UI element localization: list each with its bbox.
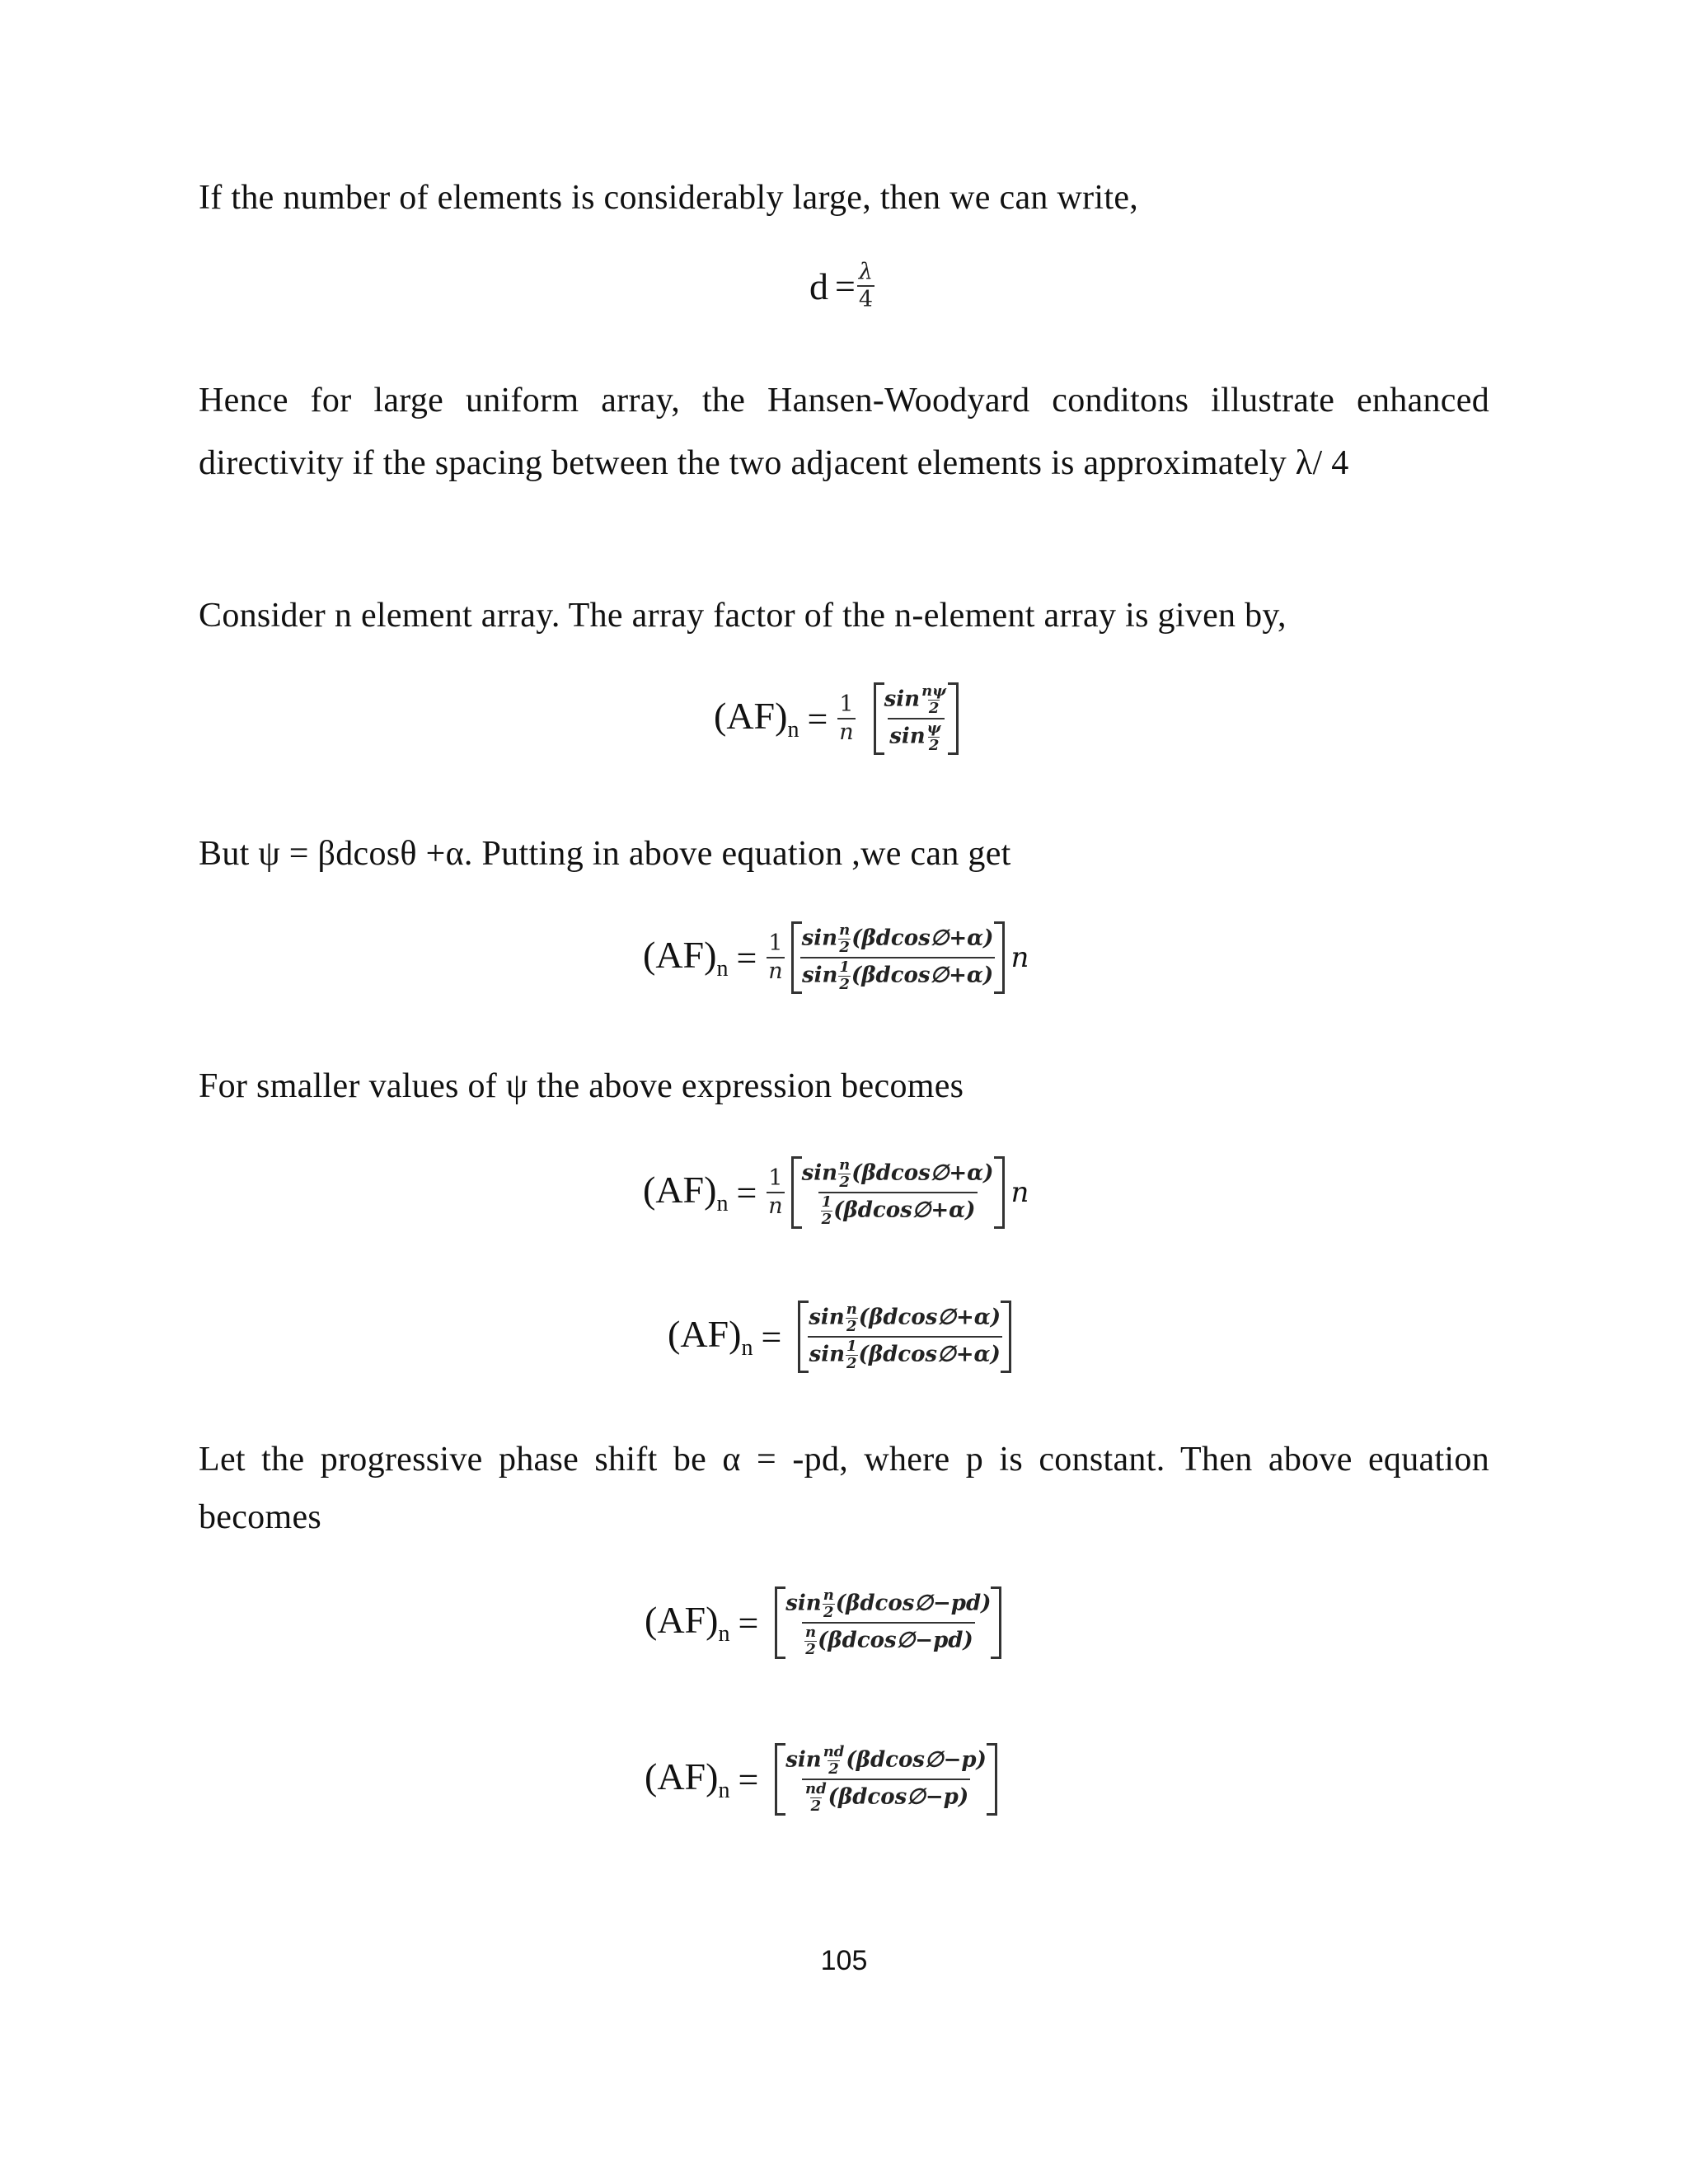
- equation-af-psi: [714, 682, 959, 755]
- af-label: $(AF)_n$: [645, 1599, 730, 1647]
- af-label: $(AF)_n$: [643, 1169, 729, 1216]
- af-label: $(AF)_n$: [714, 695, 799, 743]
- bracket-group: [775, 1586, 1001, 1659]
- paragraph-1: If the number of elements is considerably large, then we can write,: [199, 179, 1139, 217]
- eq1-numerator: λ: [858, 259, 873, 284]
- bracket-group: [791, 921, 1005, 994]
- equation-d-spacing: [809, 260, 874, 312]
- sin-ratio: sin $\frac{n}{2}$ (βdcos∅+α) sin $\frac{1}{2}$ (βdcos∅+α): [801, 921, 994, 993]
- equals-sign: =: [738, 1759, 759, 1800]
- equals-sign: =: [736, 1172, 757, 1213]
- equals-sign: =: [807, 698, 828, 739]
- trailing-n: n: [1010, 941, 1029, 974]
- equals-sign: =: [736, 937, 757, 978]
- sin-ratio: sin $\frac{n\psi}{2}$ sin $\frac{\psi}{2}$: [884, 682, 947, 754]
- eq1-denominator: 4: [858, 287, 874, 313]
- eq1-equals: =: [835, 265, 856, 307]
- equals-sign: =: [738, 1602, 759, 1643]
- bracket-group: [798, 1301, 1011, 1373]
- equation-af-pd: [645, 1586, 1001, 1659]
- trailing-n: n: [1010, 1176, 1029, 1209]
- equals-sign: =: [761, 1316, 782, 1357]
- paragraph-3: Consider n element array. The array factor of the n-element array is given by,: [199, 597, 1287, 635]
- sin-ratio: sin $\frac{n}{2}$ (βdcos∅−pd) $\frac{n}{2}$ (βdcos∅−pd): [785, 1586, 992, 1658]
- bracket-group: [775, 1743, 997, 1816]
- page-number: 105: [820, 1945, 868, 1976]
- paragraph-5: For smaller values of ψ the above expression becomes: [199, 1067, 964, 1105]
- eq1-lhs: d: [809, 265, 828, 307]
- equation-af-small-psi: [643, 1156, 1029, 1229]
- equation-af-ratio: [668, 1301, 1011, 1373]
- paragraph-6: Let the progressive phase shift be α = -pd, where p is constant. Then above equation becomes: [199, 1441, 1489, 1536]
- one-over-n: $\frac{1}{n}$: [768, 1165, 783, 1219]
- paragraph-2: Hence for large uniform array, the Hansen-Woodyard conditons illustrate enhanced directivity if the spacing between the two adjacent elements is approximately λ/ 4: [199, 382, 1489, 482]
- af-label: $(AF)_n$: [643, 934, 729, 982]
- af-label: $(AF)_n$: [645, 1755, 730, 1803]
- sin-ratio: sin $\frac{nd}{2}$ (βdcos∅−p) $\frac{nd}{2}$ (βdcos∅−p): [785, 1743, 987, 1815]
- equation-af-p: [645, 1743, 997, 1816]
- sin-ratio: sin $\frac{n}{2}$ (βdcos∅+α) $\frac{1}{2}$ (βdcos∅+α): [801, 1156, 994, 1228]
- eq1-fraction: [857, 260, 874, 312]
- af-label: $(AF)_n$: [668, 1313, 753, 1361]
- one-over-n: $\frac{1}{n}$: [768, 930, 783, 984]
- one-over-n: $\frac{1}{n}$: [839, 691, 854, 745]
- paragraph-4: But ψ = βdcosθ +α. Putting in above equation ,we can get: [199, 835, 1011, 873]
- bracket-group: [874, 682, 959, 755]
- bracket-group: [791, 1156, 1005, 1229]
- sin-ratio: sin $\frac{n}{2}$ (βdcos∅+α) sin $\frac{1}{2}$ (βdcos∅+α): [809, 1301, 1001, 1372]
- equation-af-beta: [643, 921, 1029, 994]
